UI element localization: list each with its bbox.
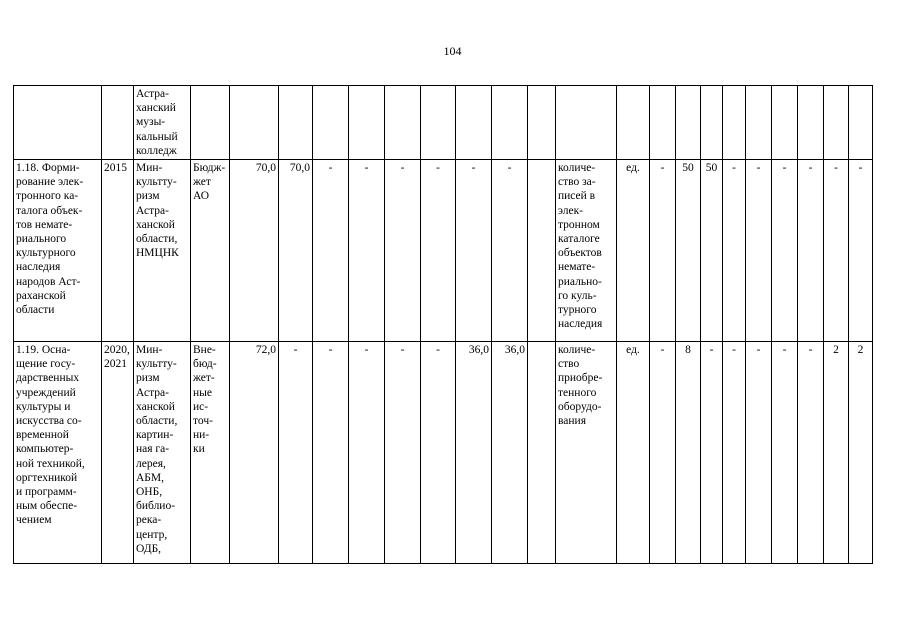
program-table: [13, 85, 873, 564]
cell-year-7: 36,0: [492, 342, 528, 564]
cell-unit: ед.: [617, 160, 650, 342]
cell-year-2: -: [313, 160, 349, 342]
cell-year-1: 70,0: [279, 160, 313, 342]
cell-value-9: 2: [849, 342, 873, 564]
cell-value-5: -: [746, 342, 772, 564]
cell-value-3: 50: [701, 160, 723, 342]
cell-year-5: -: [421, 160, 456, 342]
cell-value-5: -: [746, 160, 772, 342]
cell-executor: Астра- ханский музы- кальный колледж: [134, 86, 191, 160]
cell-year: 2015: [102, 160, 134, 342]
cell-year-3: -: [349, 342, 385, 564]
cell-value-9: -: [849, 160, 873, 342]
cell-year-4: -: [385, 160, 421, 342]
cell-year-4: -: [385, 342, 421, 564]
cell-executor: Мин- культту- ризм Астра- ханской области, картин- ная га- лерея, АБМ, ОНБ, библио- река- центр, ОДБ,: [134, 342, 191, 564]
table-row-continuation: [14, 86, 873, 160]
cell-executor: Мин- культту- ризм Астра- ханской области, НМЦНК: [134, 160, 191, 342]
cell-value-1: -: [650, 342, 676, 564]
cell-year-1: -: [279, 342, 313, 564]
table-row-1-19: [14, 342, 873, 564]
cell-year-3: -: [349, 160, 385, 342]
cell-year-6: 36,0: [456, 342, 492, 564]
cell-event: 1.19. Осна- щение госу- дарственных учреждений культуры и искусства со- временной компьютер- ной техникой, оргтехникой и программ- ным обеспе- чением: [14, 342, 102, 564]
cell-value-7: -: [798, 342, 824, 564]
cell-value-4: -: [723, 342, 746, 564]
cell-value-2: 50: [676, 160, 701, 342]
cell-total: 70,0: [230, 160, 279, 342]
table-row-1-18: [14, 160, 873, 342]
cell-value-2: 8: [676, 342, 701, 564]
cell-year-6: -: [456, 160, 492, 342]
cell-value-3: -: [701, 342, 723, 564]
cell-indicator: количе- ство за- писей в элек- тронном каталоге объектов немате- риально- го куль- турного наследия: [556, 160, 617, 342]
cell-value-6: -: [772, 160, 798, 342]
cell-source: Бюдж- жет АО: [191, 160, 230, 342]
cell-value-6: -: [772, 342, 798, 564]
cell-indicator: количе- ство приобре- тенного оборудо- вания: [556, 342, 617, 564]
cell-source: Вне- бюд- жет- ные ис- точ- ни- ки: [191, 342, 230, 564]
cell-event: 1.18. Форми- рование элек- тронного ка- талога объек- тов немате- риального культурного наследия народов Аст- раханской области: [14, 160, 102, 342]
cell-year-5: -: [421, 342, 456, 564]
cell-event: [14, 86, 102, 160]
cell-year-2: -: [313, 342, 349, 564]
cell-total: 72,0: [230, 342, 279, 564]
cell-value-7: -: [798, 160, 824, 342]
cell-year-7: -: [492, 160, 528, 342]
cell-value-8: -: [824, 160, 849, 342]
cell-year: 2020, 2021: [102, 342, 134, 564]
cell-value-1: -: [650, 160, 676, 342]
page-number: 104: [443, 44, 462, 58]
cell-year: [102, 86, 134, 160]
cell-value-4: -: [723, 160, 746, 342]
cell-unit: ед.: [617, 342, 650, 564]
cell-value-8: 2: [824, 342, 849, 564]
